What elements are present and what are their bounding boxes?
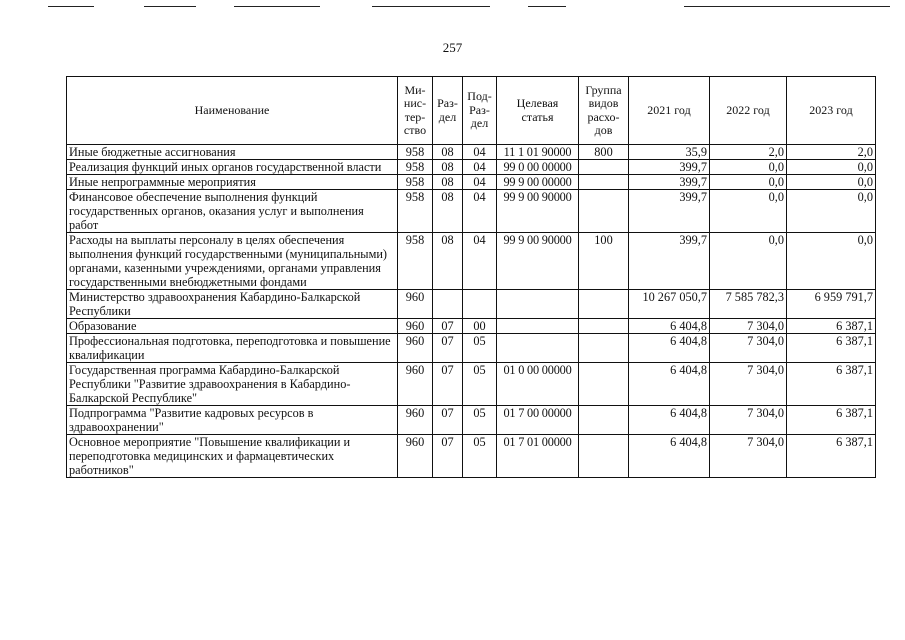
table-row: [67, 406, 876, 435]
row-name-cell: Профессиональная подготовка, переподготовка и повышение квалификации: [67, 334, 398, 363]
row-group-cell: [579, 190, 629, 233]
top-rule-4: [372, 6, 490, 7]
header-name: Наименование: [67, 77, 398, 145]
top-rule-6: [684, 6, 890, 7]
row-section-cell: 08: [433, 233, 463, 290]
row-target-cell: 99 9 00 90000: [497, 233, 579, 290]
row-section-cell: 07: [433, 319, 463, 334]
row-subsection-cell: 04: [463, 160, 497, 175]
row-2021-cell: 399,7: [629, 233, 710, 290]
row-2021-cell: 399,7: [629, 175, 710, 190]
row-subsection-cell: 05: [463, 334, 497, 363]
row-name-cell: Иные бюджетные ассигнования: [67, 145, 398, 160]
row-group-cell: [579, 319, 629, 334]
row-2021-cell: 6 404,8: [629, 435, 710, 478]
header-2022: 2022 год: [710, 77, 787, 145]
row-ministry-cell: 958: [398, 190, 433, 233]
row-name-cell: Расходы на выплаты персоналу в целях обеспечения выполнения функций государственными (муниципальными) органами, казенными учреждениями, органами управления государственными внебюджетными фондами: [67, 233, 398, 290]
row-2022-cell: 0,0: [710, 160, 787, 175]
row-section-cell: 08: [433, 145, 463, 160]
row-subsection-cell: 04: [463, 233, 497, 290]
row-name-cell: Иные непрограммные мероприятия: [67, 175, 398, 190]
row-target-cell: 01 0 00 00000: [497, 363, 579, 406]
table-row: [67, 319, 876, 334]
row-subsection-cell: 04: [463, 175, 497, 190]
row-ministry-cell: 958: [398, 160, 433, 175]
row-2023-cell: 0,0: [787, 160, 876, 175]
row-2021-cell: 6 404,8: [629, 334, 710, 363]
top-rule-2: [144, 6, 196, 7]
table-row: [67, 233, 876, 290]
budget-table: [66, 76, 876, 478]
row-target-cell: [497, 290, 579, 319]
row-group-cell: [579, 363, 629, 406]
row-target-cell: [497, 334, 579, 363]
row-section-cell: 07: [433, 334, 463, 363]
row-target-cell: 11 1 01 90000: [497, 145, 579, 160]
row-target-cell: 99 9 00 90000: [497, 190, 579, 233]
row-2021-cell: 399,7: [629, 160, 710, 175]
header-target: Целевая статья: [497, 77, 579, 145]
row-name-cell: Финансовое обеспечение выполнения функций государственных органов, оказания услуг и выполнения работ: [67, 190, 398, 233]
row-section-cell: 07: [433, 363, 463, 406]
row-section-cell: 08: [433, 160, 463, 175]
row-2022-cell: 2,0: [710, 145, 787, 160]
table-body: [67, 145, 876, 478]
row-name-cell: Подпрограмма "Развитие кадровых ресурсов в здравоохранении": [67, 406, 398, 435]
row-2021-cell: 399,7: [629, 190, 710, 233]
row-target-cell: 99 9 00 00000: [497, 175, 579, 190]
table-row: [67, 190, 876, 233]
row-2023-cell: 6 387,1: [787, 334, 876, 363]
row-2022-cell: 7 304,0: [710, 435, 787, 478]
row-group-cell: 100: [579, 233, 629, 290]
row-name-cell: Реализация функций иных органов государственной власти: [67, 160, 398, 175]
row-subsection-cell: 00: [463, 319, 497, 334]
row-section-cell: 08: [433, 175, 463, 190]
row-ministry-cell: 958: [398, 145, 433, 160]
row-section-cell: [433, 290, 463, 319]
table-row: [67, 145, 876, 160]
row-ministry-cell: 958: [398, 175, 433, 190]
table-header-row: [67, 77, 876, 145]
row-2021-cell: 6 404,8: [629, 406, 710, 435]
row-subsection-cell: 05: [463, 363, 497, 406]
row-name-cell: Образование: [67, 319, 398, 334]
row-section-cell: 07: [433, 435, 463, 478]
table-row: [67, 290, 876, 319]
row-2021-cell: 10 267 050,7: [629, 290, 710, 319]
row-section-cell: 07: [433, 406, 463, 435]
header-ministry: Ми- нис- тер- ство: [398, 77, 433, 145]
row-subsection-cell: 05: [463, 406, 497, 435]
row-name-cell: Основное мероприятие "Повышение квалификации и переподготовка медицинских и фармацевтических работников": [67, 435, 398, 478]
row-2023-cell: 0,0: [787, 190, 876, 233]
header-subsection: Под- Раз- дел: [463, 77, 497, 145]
row-ministry-cell: 960: [398, 319, 433, 334]
row-2021-cell: 35,9: [629, 145, 710, 160]
table-row: [67, 160, 876, 175]
row-group-cell: [579, 175, 629, 190]
row-group-cell: [579, 290, 629, 319]
row-ministry-cell: 960: [398, 363, 433, 406]
row-ministry-cell: 960: [398, 406, 433, 435]
row-group-cell: [579, 334, 629, 363]
top-rule-3: [234, 6, 320, 7]
row-name-cell: Государственная программа Кабардино-Балкарской Республики "Развитие здравоохранения в Кабардино-Балкарской Республике": [67, 363, 398, 406]
row-ministry-cell: 960: [398, 290, 433, 319]
header-2021: 2021 год: [629, 77, 710, 145]
row-2023-cell: 0,0: [787, 175, 876, 190]
table-row: [67, 175, 876, 190]
page-number: 257: [442, 40, 463, 55]
row-2023-cell: 6 387,1: [787, 363, 876, 406]
row-2023-cell: 2,0: [787, 145, 876, 160]
row-group-cell: [579, 435, 629, 478]
row-ministry-cell: 960: [398, 334, 433, 363]
row-target-cell: [497, 319, 579, 334]
row-2022-cell: 7 304,0: [710, 319, 787, 334]
row-subsection-cell: [463, 290, 497, 319]
row-2022-cell: 7 304,0: [710, 363, 787, 406]
header-group: Группа видов расхо- дов: [579, 77, 629, 145]
row-subsection-cell: 05: [463, 435, 497, 478]
row-2023-cell: 0,0: [787, 233, 876, 290]
row-2023-cell: 6 387,1: [787, 435, 876, 478]
table-row: [67, 435, 876, 478]
row-2021-cell: 6 404,8: [629, 363, 710, 406]
row-subsection-cell: 04: [463, 190, 497, 233]
row-2023-cell: 6 959 791,7: [787, 290, 876, 319]
row-ministry-cell: 958: [398, 233, 433, 290]
row-2022-cell: 0,0: [710, 175, 787, 190]
top-rule-5: [528, 6, 566, 7]
row-target-cell: 01 7 01 00000: [497, 435, 579, 478]
row-2022-cell: 0,0: [710, 190, 787, 233]
table-row: [67, 334, 876, 363]
row-subsection-cell: 04: [463, 145, 497, 160]
row-group-cell: [579, 160, 629, 175]
row-ministry-cell: 960: [398, 435, 433, 478]
top-rule-1: [48, 6, 94, 7]
row-2022-cell: 7 304,0: [710, 406, 787, 435]
row-2023-cell: 6 387,1: [787, 406, 876, 435]
row-name-cell: Министерство здравоохранения Кабардино-Балкарской Республики: [67, 290, 398, 319]
row-group-cell: [579, 406, 629, 435]
row-section-cell: 08: [433, 190, 463, 233]
row-target-cell: 01 7 00 00000: [497, 406, 579, 435]
row-2022-cell: 0,0: [710, 233, 787, 290]
row-group-cell: 800: [579, 145, 629, 160]
row-2021-cell: 6 404,8: [629, 319, 710, 334]
header-2023: 2023 год: [787, 77, 876, 145]
row-2022-cell: 7 585 782,3: [710, 290, 787, 319]
header-section: Раз- дел: [433, 77, 463, 145]
row-target-cell: 99 0 00 00000: [497, 160, 579, 175]
table-row: [67, 363, 876, 406]
row-2023-cell: 6 387,1: [787, 319, 876, 334]
row-2022-cell: 7 304,0: [710, 334, 787, 363]
